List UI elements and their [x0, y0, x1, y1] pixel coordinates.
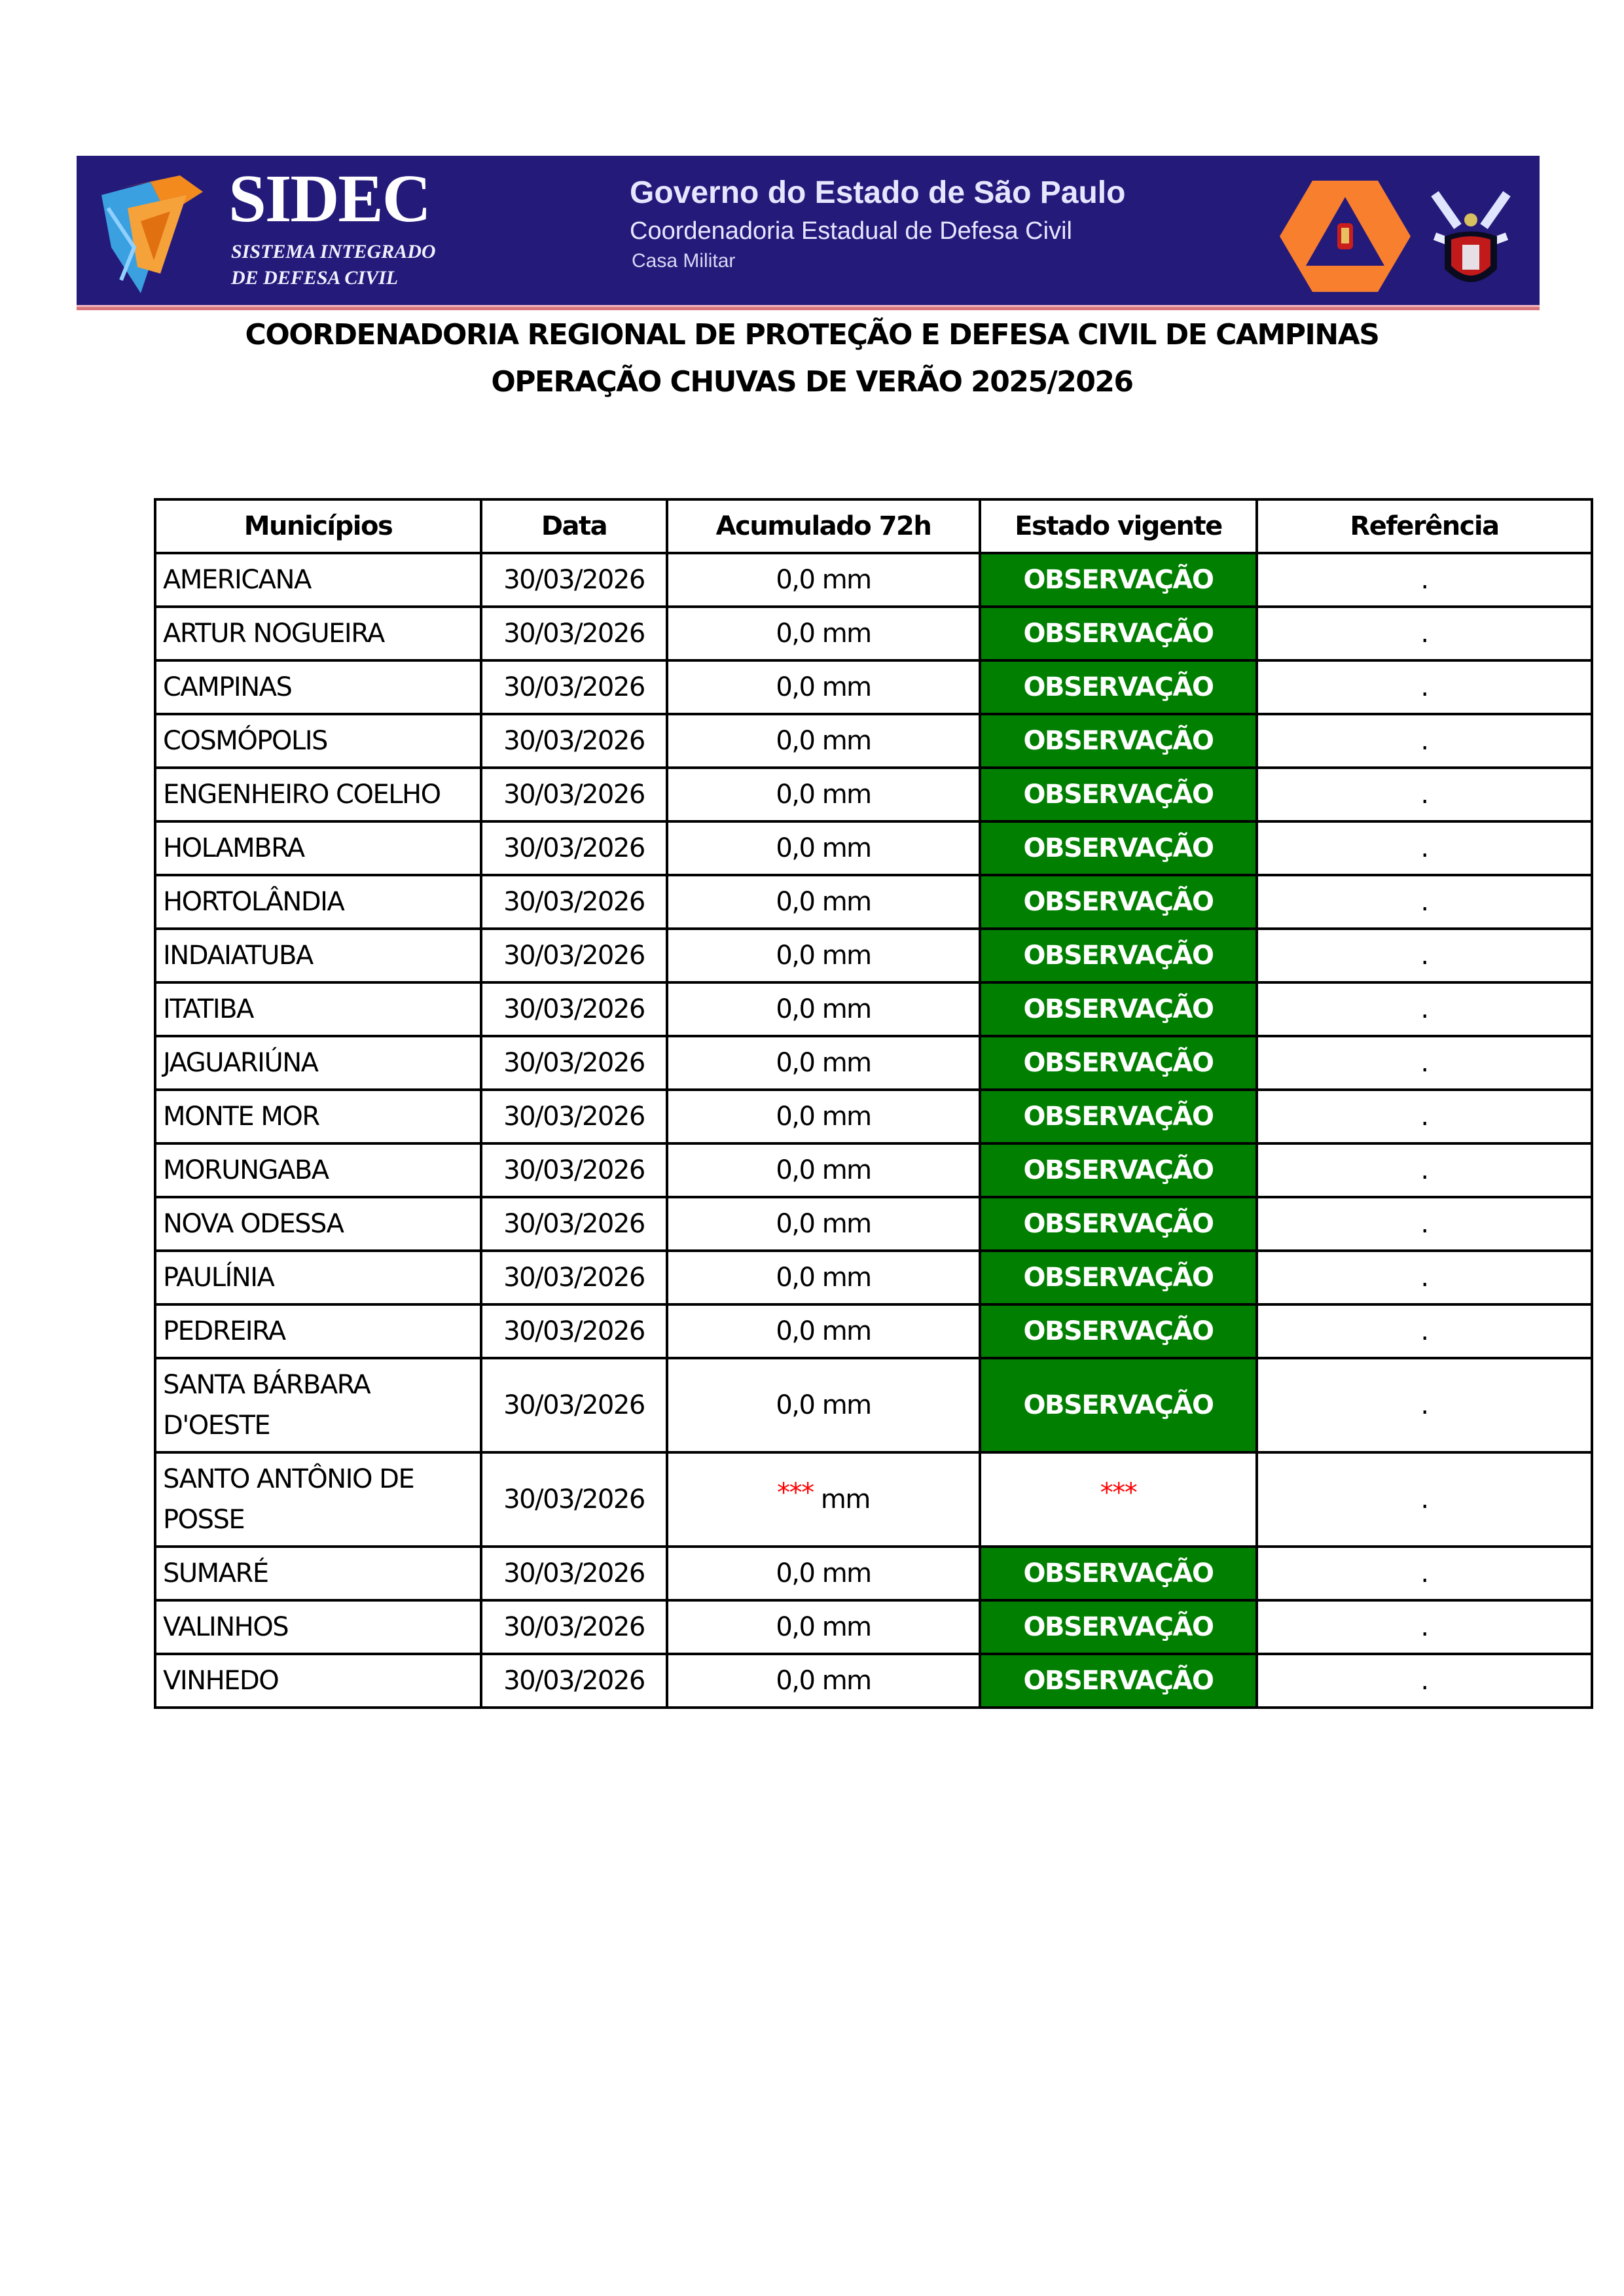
table-row: [155, 1143, 1592, 1197]
reference-cell: .: [1257, 768, 1592, 821]
reference-cell: .: [1257, 982, 1592, 1036]
date-cell: 30/03/2026: [481, 553, 667, 607]
status-badge: OBSERVAÇÃO: [980, 1090, 1257, 1143]
table-header-row: [155, 499, 1592, 553]
table-row: [155, 1452, 1592, 1547]
status-badge: OBSERVAÇÃO: [980, 553, 1257, 607]
reference-cell: .: [1257, 714, 1592, 768]
municipio-line: SANTO ANTÔNIO DE: [163, 1464, 414, 1494]
missing-value-marker: ***: [777, 1478, 814, 1508]
municipio-line: POSSE: [163, 1505, 245, 1535]
municipio-cell: VINHEDO: [155, 1654, 481, 1708]
accumulated-72h-cell: 0,0 mm: [667, 768, 980, 821]
government-subtitle: Coordenadoria Estadual de Defesa Civil: [630, 217, 1072, 245]
header-banner: [77, 156, 1540, 305]
accumulated-72h-cell: 0,0 mm: [667, 1197, 980, 1251]
accumulated-72h-cell: 0,0 mm: [667, 660, 980, 714]
status-badge: OBSERVAÇÃO: [980, 821, 1257, 875]
reference-cell: .: [1257, 875, 1592, 929]
reference-cell: .: [1257, 1452, 1592, 1547]
status-badge: OBSERVAÇÃO: [980, 1036, 1257, 1090]
government-unit: Casa Militar: [632, 250, 736, 272]
date-cell: 30/03/2026: [481, 929, 667, 982]
status-badge: OBSERVAÇÃO: [980, 1600, 1257, 1654]
reference-cell: .: [1257, 929, 1592, 982]
table-row: [155, 982, 1592, 1036]
date-cell: 30/03/2026: [481, 607, 667, 660]
municipio-cell: ARTUR NOGUEIRA: [155, 607, 481, 660]
date-cell: 30/03/2026: [481, 875, 667, 929]
status-badge: OBSERVAÇÃO: [980, 1251, 1257, 1304]
accumulated-72h-cell: 0,0 mm: [667, 821, 980, 875]
municipio-cell: ITATIBA: [155, 982, 481, 1036]
status-badge: OBSERVAÇÃO: [980, 929, 1257, 982]
reference-cell: .: [1257, 1036, 1592, 1090]
table-row: [155, 607, 1592, 660]
reference-cell: .: [1257, 553, 1592, 607]
status-badge: OBSERVAÇÃO: [980, 1304, 1257, 1358]
date-cell: 30/03/2026: [481, 1304, 667, 1358]
column-header-estado: Estado vigente: [980, 499, 1257, 553]
municipio-cell: SUMARÉ: [155, 1547, 481, 1600]
sidec-subtitle-line2: DE DEFESA CIVIL: [231, 267, 399, 289]
status-badge: OBSERVAÇÃO: [980, 1547, 1257, 1600]
accumulated-72h-cell: 0,0 mm: [667, 1654, 980, 1708]
municipio-cell: NOVA ODESSA: [155, 1197, 481, 1251]
date-cell: 30/03/2026: [481, 1547, 667, 1600]
date-cell: 30/03/2026: [481, 1197, 667, 1251]
table-row: [155, 1197, 1592, 1251]
date-cell: 30/03/2026: [481, 1036, 667, 1090]
accumulated-72h-cell: 0,0 mm: [667, 929, 980, 982]
reference-cell: .: [1257, 1143, 1592, 1197]
table-row: [155, 553, 1592, 607]
accumulated-72h-cell: 0,0 mm: [667, 1143, 980, 1197]
municipio-cell: [155, 1358, 481, 1452]
reference-cell: .: [1257, 1251, 1592, 1304]
date-cell: 30/03/2026: [481, 1600, 667, 1654]
date-cell: 30/03/2026: [481, 982, 667, 1036]
date-cell: 30/03/2026: [481, 1143, 667, 1197]
date-cell: 30/03/2026: [481, 714, 667, 768]
accumulated-72h-cell: 0,0 mm: [667, 553, 980, 607]
reference-cell: .: [1257, 1090, 1592, 1143]
accumulated-72h-cell: 0,0 mm: [667, 1251, 980, 1304]
accumulated-72h-cell: 0,0 mm: [667, 1036, 980, 1090]
municipio-line: SANTA BÁRBARA: [163, 1370, 370, 1400]
accumulated-72h-cell: 0,0 mm: [667, 1547, 980, 1600]
reference-cell: .: [1257, 1547, 1592, 1600]
accumulated-72h-cell: 0,0 mm: [667, 714, 980, 768]
status-badge: OBSERVAÇÃO: [980, 1358, 1257, 1452]
municipio-cell: INDAIATUBA: [155, 929, 481, 982]
status-badge: OBSERVAÇÃO: [980, 982, 1257, 1036]
table-row: [155, 1547, 1592, 1600]
date-cell: 30/03/2026: [481, 821, 667, 875]
reference-cell: .: [1257, 1197, 1592, 1251]
accumulated-72h-cell: 0,0 mm: [667, 607, 980, 660]
status-badge: OBSERVAÇÃO: [980, 1143, 1257, 1197]
table-row: [155, 929, 1592, 982]
municipio-cell: AMERICANA: [155, 553, 481, 607]
accumulated-72h-cell: 0,0 mm: [667, 1358, 980, 1452]
status-badge: OBSERVAÇÃO: [980, 607, 1257, 660]
date-cell: 30/03/2026: [481, 660, 667, 714]
reference-cell: .: [1257, 607, 1592, 660]
sidec-title: SIDEC: [228, 165, 430, 233]
table-row: [155, 1090, 1592, 1143]
municipio-cell: PEDREIRA: [155, 1304, 481, 1358]
date-cell: 30/03/2026: [481, 768, 667, 821]
column-header-data: Data: [481, 499, 667, 553]
municipio-cell: HOLAMBRA: [155, 821, 481, 875]
municipio-cell: ENGENHEIRO COELHO: [155, 768, 481, 821]
municipio-line: D'OESTE: [163, 1410, 270, 1441]
date-cell: 30/03/2026: [481, 1251, 667, 1304]
reference-cell: .: [1257, 1358, 1592, 1452]
municipio-cell: PAULÍNIA: [155, 1251, 481, 1304]
reference-cell: .: [1257, 821, 1592, 875]
date-cell: 30/03/2026: [481, 1452, 667, 1547]
municipio-cell: CAMPINAS: [155, 660, 481, 714]
municipio-cell: COSMÓPOLIS: [155, 714, 481, 768]
table-row: [155, 821, 1592, 875]
status-badge: OBSERVAÇÃO: [980, 768, 1257, 821]
sidec-subtitle-line1: SISTEMA INTEGRADO: [231, 241, 436, 262]
municipio-cell: MORUNGABA: [155, 1143, 481, 1197]
column-header-municipios: Municípios: [155, 499, 481, 553]
reference-cell: .: [1257, 1600, 1592, 1654]
table-row: [155, 1654, 1592, 1708]
missing-status-marker: ***: [1100, 1478, 1137, 1508]
date-cell: 30/03/2026: [481, 1090, 667, 1143]
military-crest-icon: [1422, 174, 1520, 298]
table-row: [155, 660, 1592, 714]
government-title: Governo do Estado de São Paulo: [630, 175, 1126, 210]
accumulated-72h-cell: 0,0 mm: [667, 982, 980, 1036]
table-row: [155, 1251, 1592, 1304]
document-title: COORDENADORIA REGIONAL DE PROTEÇÃO E DEFESA CIVIL DE CAMPINAS: [245, 318, 1379, 351]
municipio-cell: [155, 1452, 481, 1547]
accumulated-72h-cell: [667, 1452, 980, 1547]
status-badge: OBSERVAÇÃO: [980, 714, 1257, 768]
accumulated-72h-cell: 0,0 mm: [667, 1304, 980, 1358]
status-badge: OBSERVAÇÃO: [980, 1654, 1257, 1708]
date-cell: 30/03/2026: [481, 1654, 667, 1708]
reference-cell: .: [1257, 660, 1592, 714]
municipio-cell: HORTOLÂNDIA: [155, 875, 481, 929]
accumulated-72h-cell: 0,0 mm: [667, 1600, 980, 1654]
sidec-logo-icon: [88, 169, 232, 300]
table-row: [155, 1600, 1592, 1654]
document-subtitle: OPERAÇÃO CHUVAS DE VERÃO 2025/2026: [491, 365, 1133, 399]
municipio-cell: MONTE MOR: [155, 1090, 481, 1143]
column-header-acumulado: Acumulado 72h: [667, 499, 980, 553]
date-cell: 30/03/2026: [481, 1358, 667, 1452]
status-missing-cell: [980, 1452, 1257, 1547]
table-row: [155, 1036, 1592, 1090]
reference-cell: .: [1257, 1654, 1592, 1708]
column-header-referencia: Referência: [1257, 499, 1592, 553]
table-row: [155, 1304, 1592, 1358]
table-row: [155, 1358, 1592, 1452]
municipio-cell: JAGUARIÚNA: [155, 1036, 481, 1090]
accumulated-72h-cell: 0,0 mm: [667, 875, 980, 929]
banner-stripe: [77, 305, 1540, 310]
table-row: [155, 875, 1592, 929]
status-badge: OBSERVAÇÃO: [980, 660, 1257, 714]
table-row: [155, 768, 1592, 821]
status-badge: OBSERVAÇÃO: [980, 875, 1257, 929]
status-badge: OBSERVAÇÃO: [980, 1197, 1257, 1251]
municipio-cell: VALINHOS: [155, 1600, 481, 1654]
rainfall-status-table: [154, 498, 1593, 1709]
unit-label: mm: [820, 1484, 870, 1515]
civil-defense-emblem-icon: [1280, 181, 1411, 292]
reference-cell: .: [1257, 1304, 1592, 1358]
table-row: [155, 714, 1592, 768]
accumulated-72h-cell: 0,0 mm: [667, 1090, 980, 1143]
